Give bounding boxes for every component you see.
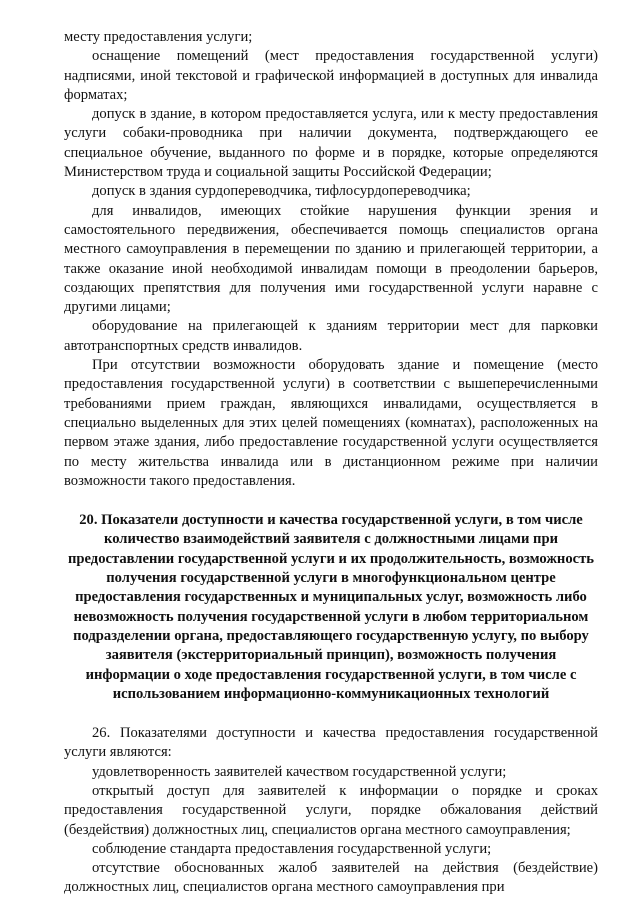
paragraph: допуск в здания сурдопереводчика, тифлосурдопереводчика; bbox=[92, 183, 471, 200]
paragraph: для инвалидов, имеющих стойкие нарушения функции зрения и самостоятельного передвижения, обеспечивается помощь специалистов органа местного самоуправления в перемещении по зданию и прилегающей территории, а также оказание иной необходимой инвалидам помощи в преодолении барьеров, создающих препятствия для получения ими государственной услуги наравне с другими лицами; bbox=[64, 202, 598, 316]
paragraph: открытый доступ для заявителей к информации о порядке и сроках предоставления государственной услуги, порядке обжалования действий (бездействия) должностных лиц, специалистов органа местного самоуправления; bbox=[64, 782, 598, 838]
section-heading: 20. Показатели доступности и качества государственной услуги, в том числе количество взаимодействий заявителя с должностными лицами при предоставлении государственной услуги и их продолжительность, возможность получения государственной услуги в многофункциональном центре предоставления государственных и муниципальных услуг, возможность либо невозможность получения государственной услуги в любом территориальном подразделении органа, предоставляющего государственную услугу, по выбору заявителя (экстерриториальный принцип), возможность получения информации о ходе предоставления государственной услуги, в том числе с использованием информационно-коммуникационных технологий bbox=[68, 512, 594, 702]
body-text-bottom bbox=[64, 724, 598, 898]
document-page bbox=[64, 28, 598, 898]
body-text-top bbox=[64, 28, 598, 491]
paragraph: удовлетворенность заявителей качеством государственной услуги; bbox=[92, 763, 507, 780]
paragraph: допуск в здание, в котором предоставляется услуга, или к месту предоставления услуги собаки-проводника при наличии документа, подтверждающего ее специальное обучение, выданного по форме и в порядке, которые определяются Министерством труда и социальной защиты Российской Федерации; bbox=[64, 106, 598, 181]
paragraph: отсутствие обоснованных жалоб заявителей на действия (бездействие) должностных лиц, специалистов органа местного самоуправления при bbox=[64, 860, 598, 896]
paragraph: месту предоставления услуги; bbox=[64, 29, 253, 45]
paragraph: При отсутствии возможности оборудовать здание и помещение (место предоставления государственной услуги) в соответствии с вышеперечисленными требованиями прием граждан, являющихся инвалидами, осуществляется в специально выделенных для этих целей помещениях (комнатах), расположенных на первом этаже здания, либо предоставление государственной услуги осуществляется по месту жительства инвалида или в дистанционном режиме при наличии возможности такого предоставления. bbox=[64, 357, 598, 489]
paragraph: 26. Показателями доступности и качества предоставления государственной услуги являются: bbox=[64, 725, 598, 761]
spacer bbox=[64, 704, 598, 724]
paragraph: соблюдение стандарта предоставления государственной услуги; bbox=[92, 840, 492, 857]
paragraph: оборудование на прилегающей к зданиям территории мест для парковки автотранспортных средств инвалидов. bbox=[64, 318, 598, 354]
paragraph: оснащение помещений (мест предоставления государственной услуги) надписями, иной текстовой и графической информацией в доступных для инвалида форматах; bbox=[64, 48, 598, 103]
